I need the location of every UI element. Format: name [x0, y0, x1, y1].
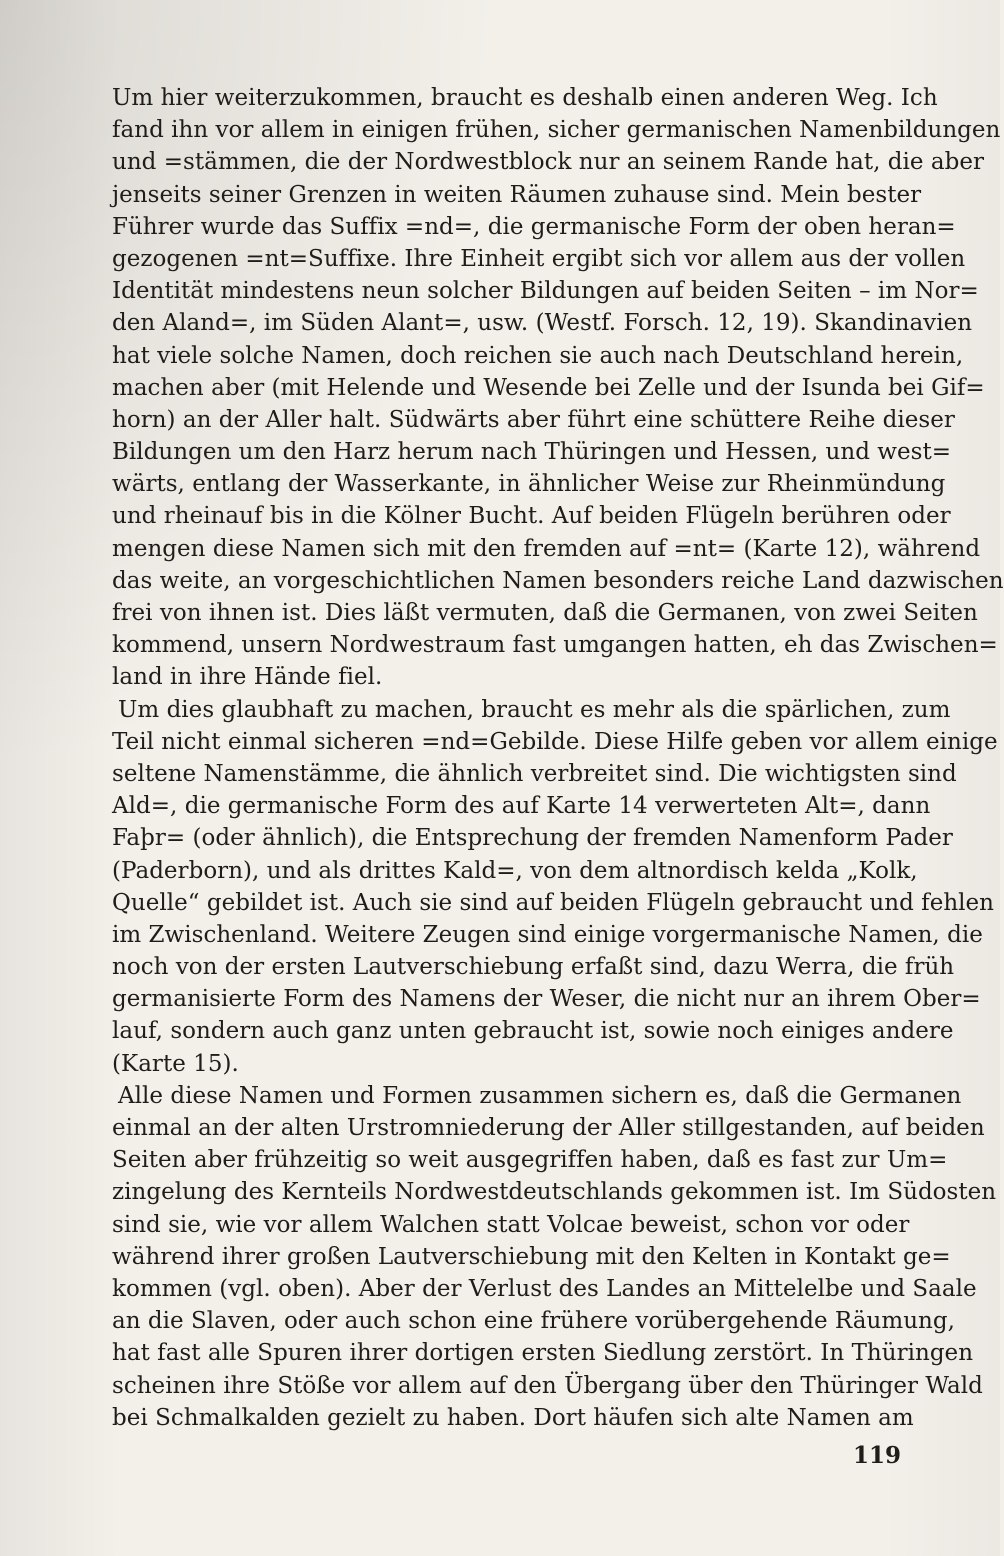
- text-line: noch von der ersten Lautverschiebung erfaßt sind, dazu Werra, die früh: [112, 954, 955, 981]
- text-line: Identität mindestens neun solcher Bildungen auf beiden Seiten – im Nor=: [112, 278, 979, 305]
- text-line: Um hier weiterzukommen, braucht es deshalb einen anderen Weg. Ich: [112, 85, 938, 111]
- text-line: bei Schmalkalden gezielt zu haben. Dort häufen sich alte Namen am: [112, 1404, 914, 1431]
- paragraph-1: [112, 82, 1004, 694]
- text-line: Quelle“ gebildet ist. Auch sie sind auf beiden Flügeln gebraucht und fehlen: [112, 889, 995, 916]
- text-line: und =stämmen, die der Nordwestblock nur an seinem Rande hat, die aber: [112, 149, 984, 176]
- text-line: (Paderborn), und als drittes Kald=, von dem altnordisch kelda „Kolk,: [112, 857, 918, 884]
- text-line: Seiten aber frühzeitig so weit ausgegriffen haben, daß es fast zur Um=: [112, 1147, 948, 1174]
- text-line: horn) an der Aller halt. Südwärts aber führt eine schüttere Reihe dieser: [112, 406, 955, 433]
- text-line: germanisierte Form des Namens der Weser, die nicht nur an ihrem Ober=: [112, 986, 981, 1013]
- text-line: wärts, entlang der Wasserkante, in ähnlicher Weise zur Rheinmündung: [112, 471, 946, 498]
- text-line: Um dies glaubhaft zu machen, braucht es mehr als die spärlichen, zum: [118, 696, 951, 723]
- text-line: kommen (vgl. oben). Aber der Verlust des Landes an Mittelelbe und Saale: [112, 1275, 977, 1302]
- text-line: an die Slaven, oder auch schon eine frühere vorübergehende Räumung,: [112, 1308, 955, 1335]
- text-line: mengen diese Namen sich mit den fremden auf =nt= (Karte 12), während: [112, 535, 981, 562]
- text-line: lauf, sondern auch ganz unten gebraucht ist, sowie noch einiges andere: [112, 1018, 954, 1045]
- text-line: fand ihn vor allem in einigen frühen, sicher germanischen Namenbildungen: [112, 117, 1001, 144]
- text-line: den Aland=, im Süden Alant=, usw. (Westf. Forsch. 12, 19). Skandinavien: [112, 310, 973, 337]
- text-line: im Zwischenland. Weitere Zeugen sind einige vorgermanische Namen, die: [112, 921, 983, 948]
- text-line: zingelung des Kernteils Nordwestdeutschlands gekommen ist. Im Südosten: [112, 1179, 997, 1206]
- text-line: Faþr= (oder ähnlich), die Entsprechung der fremden Namenform Pader: [112, 825, 953, 852]
- text-line: jenseits seiner Grenzen in weiten Räumen zuhause sind. Mein bester: [112, 181, 922, 208]
- text-line: hat fast alle Spuren ihrer dortigen ersten Siedlung zerstört. In Thüringen: [112, 1340, 974, 1367]
- text-line: hat viele solche Namen, doch reichen sie auch nach Deutschland herein,: [112, 342, 964, 369]
- text-line: einmal an der alten Urstromniederung der Aller stillgestanden, auf beiden: [112, 1115, 985, 1141]
- text-line: (Karte 15).: [112, 1050, 239, 1077]
- text-line: machen aber (mit Helende und Wesende bei Zelle und der Isunda bei Gif=: [112, 374, 985, 401]
- page-number: 119: [853, 1442, 902, 1469]
- text-line: Bildungen um den Harz herum nach Thüringen und Hessen, und west=: [112, 439, 952, 466]
- text-line: und rheinauf bis in die Kölner Bucht. Auf beiden Flügeln berühren oder: [112, 503, 951, 530]
- text-line: Alle diese Namen und Formen zusammen sichern es, daß die Germanen: [118, 1082, 962, 1109]
- text-line: während ihrer großen Lautverschiebung mit den Kelten in Kontakt ge=: [112, 1243, 951, 1270]
- text-line: Ald=, die germanische Form des auf Karte 14 verwerteten Alt=, dann: [112, 793, 931, 820]
- text-line: seltene Namenstämme, die ähnlich verbreitet sind. Die wichtigsten sind: [112, 760, 957, 787]
- text-line: frei von ihnen ist. Dies läßt vermuten, daß die Germanen, von zwei Seiten: [112, 600, 978, 626]
- body-text: [112, 82, 1004, 1434]
- text-line: Führer wurde das Suffix =nd=, die germanische Form der oben heran=: [112, 213, 956, 240]
- text-line: gezogenen =nt=Suffixe. Ihre Einheit ergibt sich vor allem aus der vollen: [112, 245, 966, 272]
- text-line: das weite, an vorgeschichtlichen Namen besonders reiche Land dazwischen: [112, 567, 1004, 594]
- text-line: kommend, unsern Nordwestraum fast umgangen hatten, eh das Zwischen=: [112, 632, 998, 659]
- text-line: land in ihre Hände fiel.: [112, 664, 383, 691]
- paragraph-3: [112, 1080, 997, 1434]
- text-line: Teil nicht einmal sicheren =nd=Gebilde. Diese Hilfe geben vor allem einige: [112, 728, 998, 755]
- text-line: scheinen ihre Stöße vor allem auf den Übergang über den Thüringer Wald: [112, 1372, 983, 1399]
- paragraph-2: [112, 694, 998, 1080]
- text-line: sind sie, wie vor allem Walchen statt Volcae beweist, schon vor oder: [112, 1211, 910, 1238]
